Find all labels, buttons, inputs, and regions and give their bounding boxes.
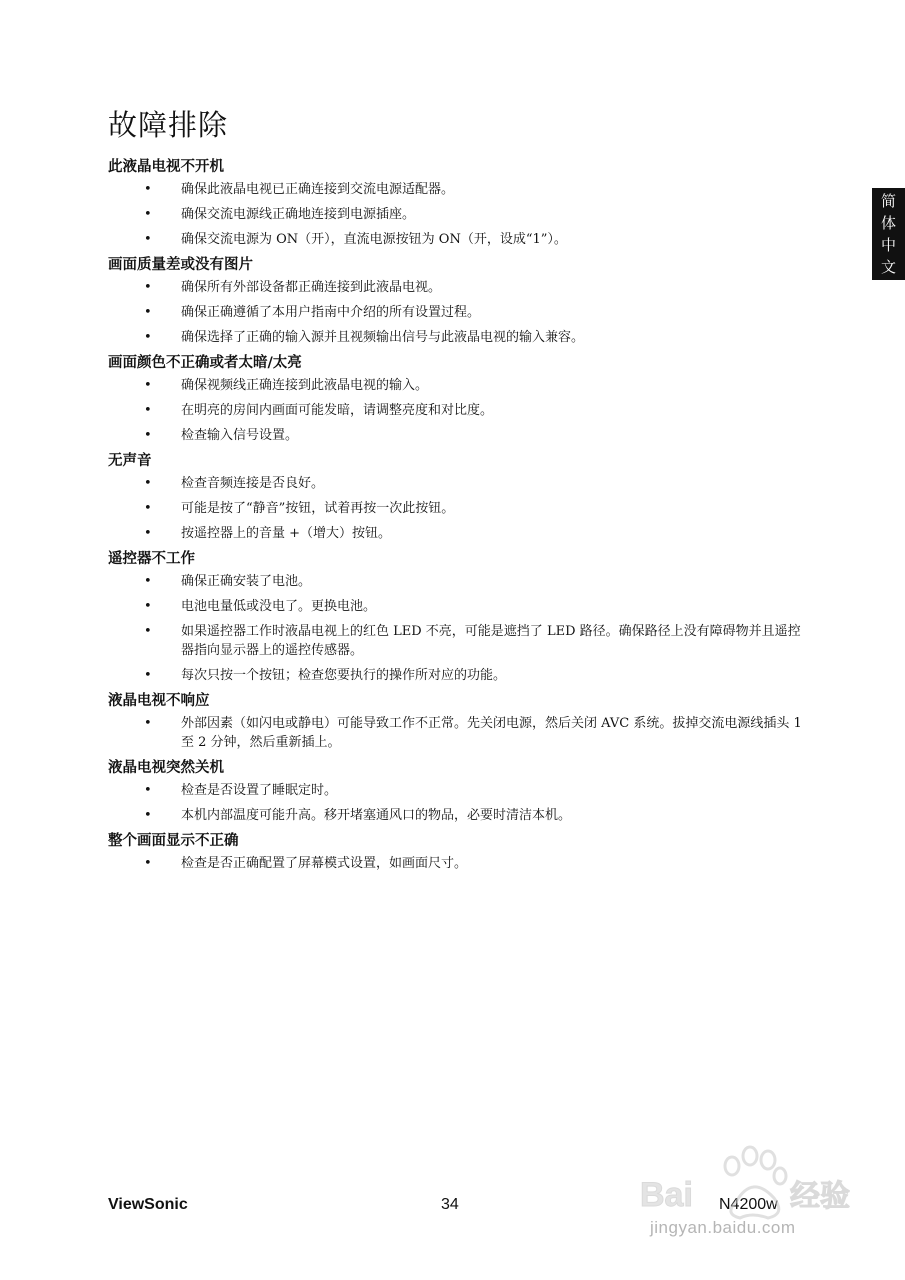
- troubleshooting-section: [108, 451, 808, 543]
- footer-brand: ViewSonic: [108, 1196, 188, 1213]
- bullet-text: 每次只按一个按钮；检查您要执行的操作所对应的功能。: [181, 668, 507, 683]
- bullet-text: 在明亮的房间内画面可能发暗，请调整亮度和对比度。: [181, 403, 494, 418]
- bullet-item: [108, 180, 808, 199]
- bullet-text: 检查是否设置了睡眠定时。: [181, 783, 338, 798]
- bullet-list: [108, 376, 808, 445]
- bullet-text: 确保视频线正确连接到此液晶电视的输入。: [181, 378, 429, 393]
- bullet-item: [108, 376, 808, 395]
- svg-text:Bai: Bai: [640, 1176, 693, 1214]
- bullet-item: [108, 401, 808, 420]
- svg-text:经验: 经验: [790, 1180, 850, 1213]
- page-title: 故障排除: [108, 108, 229, 142]
- bullet-dot-icon: •: [144, 526, 152, 541]
- bullet-item: [108, 597, 808, 616]
- section-heading: 液晶电视不响应: [108, 693, 210, 709]
- footer-page-number: 34: [441, 1196, 459, 1213]
- bullet-dot-icon: •: [144, 280, 152, 295]
- section-heading: 整个画面显示不正确: [108, 833, 239, 849]
- bullet-dot-icon: •: [144, 624, 152, 639]
- bullet-item: [108, 205, 808, 224]
- bullet-item: [108, 572, 808, 591]
- bullet-item: [108, 622, 808, 660]
- side-tab-char: 中: [880, 236, 896, 254]
- bullet-item: [108, 278, 808, 297]
- side-tab-char: 体: [880, 214, 896, 232]
- bullet-text: 确保此液晶电视已正确连接到交流电源适配器。: [181, 182, 455, 197]
- bullet-text: 检查输入信号设置。: [181, 428, 299, 443]
- bullet-dot-icon: •: [144, 716, 152, 731]
- bullet-list: [108, 180, 808, 249]
- bullet-list: [108, 278, 808, 347]
- side-tab-char: 文: [880, 258, 896, 276]
- section-heading: 液晶电视突然关机: [108, 760, 224, 776]
- bullet-dot-icon: •: [144, 182, 152, 197]
- troubleshooting-section: [108, 691, 808, 752]
- bullet-text: 检查音频连接是否良好。: [181, 476, 325, 491]
- bullet-dot-icon: •: [144, 668, 152, 683]
- bullet-list: [108, 781, 808, 825]
- bullet-text: 可能是按了“静音”按钮，试着再按一次此按钮。: [181, 501, 455, 516]
- bullet-dot-icon: •: [144, 856, 152, 871]
- bullet-list: [108, 714, 808, 752]
- bullet-text: 检查是否正确配置了屏幕模式设置，如画面尺寸。: [181, 856, 468, 871]
- bullet-item: [108, 781, 808, 800]
- watermark-url: jingyan.baidu.com: [650, 1218, 796, 1237]
- bullet-text: 确保交流电源为 ON（开），直流电源按钮为 ON（开，设成“1”）。: [181, 232, 567, 247]
- bullet-text: 本机内部温度可能升高。移开堵塞通风口的物品，必要时清洁本机。: [181, 808, 572, 823]
- bullet-dot-icon: •: [144, 599, 152, 614]
- bullet-list: [108, 474, 808, 543]
- troubleshooting-section: [108, 255, 808, 347]
- footer-model: N4200w: [719, 1196, 778, 1213]
- troubleshooting-section: [108, 549, 808, 685]
- bullet-text: 电池电量低或没电了。更换电池。: [181, 599, 377, 614]
- bullet-item: [108, 474, 808, 493]
- troubleshooting-content: [108, 157, 808, 879]
- bullet-dot-icon: •: [144, 574, 152, 589]
- bullet-text: 确保正确安装了电池。: [181, 574, 312, 589]
- bullet-item: [108, 714, 808, 752]
- bullet-dot-icon: •: [144, 378, 152, 393]
- bullet-item: [108, 303, 808, 322]
- bullet-dot-icon: •: [144, 476, 152, 491]
- bullet-dot-icon: •: [144, 501, 152, 516]
- bullet-dot-icon: •: [144, 428, 152, 443]
- bullet-text: 确保所有外部设备都正确连接到此液晶电视。: [181, 280, 442, 295]
- bullet-dot-icon: •: [144, 232, 152, 247]
- side-tab-char: 简: [880, 192, 896, 210]
- language-side-tab: [872, 188, 905, 280]
- bullet-list: [108, 854, 808, 873]
- bullet-item: [108, 666, 808, 685]
- bullet-text: 如果遥控器工作时液晶电视上的红色 LED 不亮，可能是遮挡了 LED 路径。确保路径上没有障碍物并且遥控器指向显示器上的遥控传感器。: [181, 624, 801, 658]
- troubleshooting-section: [108, 157, 808, 249]
- troubleshooting-section: [108, 353, 808, 445]
- section-heading: 遥控器不工作: [108, 551, 195, 567]
- bullet-item: [108, 854, 808, 873]
- bullet-dot-icon: •: [144, 808, 152, 823]
- bullet-text: 确保选择了正确的输入源并且视频输出信号与此液晶电视的输入兼容。: [181, 330, 585, 345]
- bullet-dot-icon: •: [144, 403, 152, 418]
- section-heading: 画面颜色不正确或者太暗/太亮: [108, 355, 302, 371]
- bullet-item: [108, 426, 808, 445]
- bullet-item: [108, 806, 808, 825]
- bullet-item: [108, 230, 808, 249]
- bullet-text: 确保正确遵循了本用户指南中介绍的所有设置过程。: [181, 305, 481, 320]
- bullet-dot-icon: •: [144, 783, 152, 798]
- bullet-text: 确保交流电源线正确地连接到电源插座。: [181, 207, 416, 222]
- section-heading: 画面质量差或没有图片: [108, 257, 253, 273]
- troubleshooting-section: [108, 758, 808, 825]
- bullet-text: 外部因素（如闪电或静电）可能导致工作不正常。先关闭电源，然后关闭 AVC 系统。拔掉交流电源线插头 1 至 2 分钟，然后重新插上。: [181, 716, 802, 750]
- bullet-item: [108, 328, 808, 347]
- bullet-dot-icon: •: [144, 207, 152, 222]
- bullet-dot-icon: •: [144, 305, 152, 320]
- section-heading: 无声音: [108, 453, 152, 469]
- bullet-text: 按遥控器上的音量 +（增大）按钮。: [181, 526, 392, 541]
- troubleshooting-section: [108, 831, 808, 873]
- bullet-dot-icon: •: [144, 330, 152, 345]
- bullet-item: [108, 499, 808, 518]
- bullet-list: [108, 572, 808, 685]
- bullet-item: [108, 524, 808, 543]
- section-heading: 此液晶电视不开机: [108, 159, 224, 175]
